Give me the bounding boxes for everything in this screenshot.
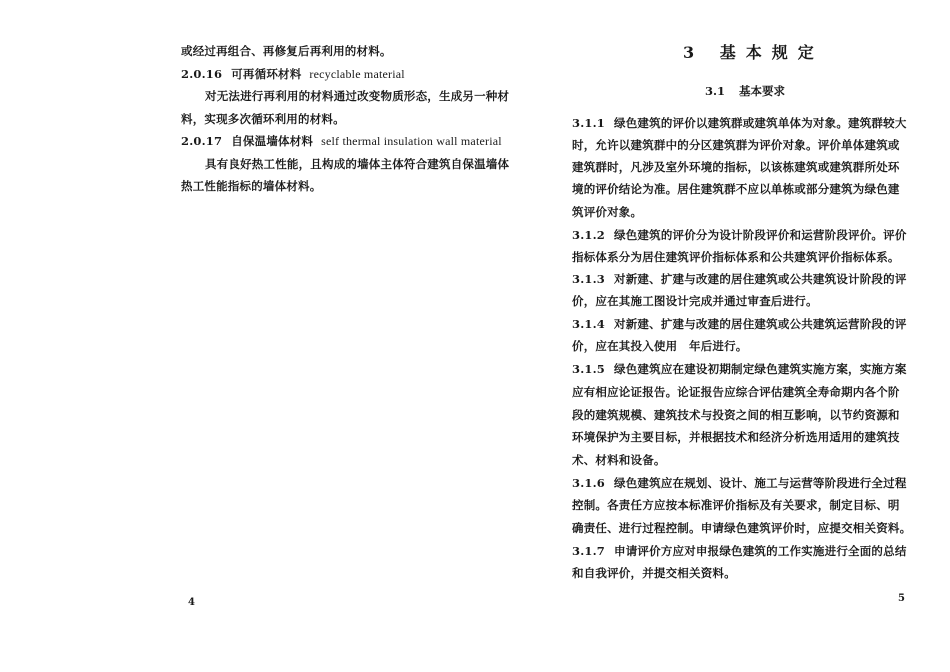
text-line: 具有良好热工性能，且构成的墙体主体符合建筑自保温墙体	[205, 157, 510, 171]
clause-line: 确责任、进行过程控制。申请绿色建筑评价时，应提交相关资料。	[572, 521, 912, 535]
clause-line: 建筑群时，凡涉及室外环境的指标，以该栋建筑或建筑群所处环	[572, 160, 900, 174]
clause-line: 应有相应论证报告。论证报告应综合评估建筑全寿命期内各个阶	[572, 385, 900, 399]
clause-line: 术、材料和设备。	[572, 453, 666, 467]
clause-3.1.2-line-1: 3.1.2 绿色建筑的评价分为设计阶段评价和运营阶段评价。评价	[572, 228, 907, 242]
page-number-left: 4	[188, 597, 195, 608]
term-en: self thermal insulation wall material	[321, 134, 502, 148]
section-number: 3.1	[705, 84, 726, 98]
clause-line: 段的建筑规模、建筑技术与投资之间的相互影响，以节约资源和	[572, 408, 900, 422]
clause-line: 筑评价对象。	[572, 205, 643, 219]
text-line: 料，实现多次循环利用的材料。	[181, 112, 345, 126]
page-number-right: 5	[898, 593, 905, 604]
section-title	[705, 83, 785, 99]
section-name: 基本要求	[739, 84, 786, 98]
clause-number: 3.1.1	[572, 116, 606, 130]
term-number: 2.0.17	[181, 134, 223, 148]
clause-line: 时，允许以建筑群中的分区建筑群为评价对象。评价单体建筑或	[572, 138, 900, 152]
term-cn: 自保温墙体材料	[231, 134, 314, 148]
clause-3.1.3-line-1: 3.1.3 对新建、扩建与改建的居住建筑或公共建筑设计阶段的评	[572, 272, 907, 286]
right-page	[475, 0, 950, 672]
term-heading-2.0.17	[181, 133, 502, 149]
clause-line: 境的评价结论为准。居住建筑群不应以单栋或部分建筑为绿色建	[572, 182, 900, 196]
clause-line: 价，应在其施工图设计完成并通过审查后进行。	[572, 294, 818, 308]
text-line: 热工性能指标的墙体材料。	[181, 179, 322, 193]
clause-3.1.5-line-1: 3.1.5 绿色建筑应在建设初期制定绿色建筑实施方案，实施方案	[572, 362, 907, 376]
text-line: 对无法进行再利用的材料通过改变物质形态，生成另一种材	[205, 89, 510, 103]
clause-number: 3.1.3	[572, 272, 606, 286]
clause-number: 3.1.7	[572, 544, 606, 558]
text-line: 或经过再组合、再修复后再利用的材料。	[181, 44, 392, 58]
clause-number: 3.1.5	[572, 362, 606, 376]
clause-3.1.7-line-1: 3.1.7 申请评价方应对申报绿色建筑的工作实施进行全面的总结	[572, 544, 907, 558]
clause-3.1.6-line-1: 3.1.6 绿色建筑应在规划、设计、施工与运营等阶段进行全过程	[572, 476, 907, 490]
clause-number: 3.1.4	[572, 317, 606, 331]
chapter-title: 3 基本规定	[683, 43, 824, 62]
clause-line: 环境保护为主要目标，并根据技术和经济分析选用适用的建筑技	[572, 430, 900, 444]
clause-3.1.4-line-1: 3.1.4 对新建、扩建与改建的居住建筑或公共建筑运营阶段的评	[572, 317, 907, 331]
term-number: 2.0.16	[181, 67, 223, 81]
clause-number: 3.1.6	[572, 476, 606, 490]
clause-number: 3.1.2	[572, 228, 606, 242]
clause-line: 和自我评价，并提交相关资料。	[572, 566, 736, 580]
clause-line: 价，应在其投入使用 年后进行。	[572, 339, 748, 353]
clause-line: 指标体系分为居住建筑评价指标体系和公共建筑评价指标体系。	[572, 250, 900, 264]
term-en: recyclable material	[309, 67, 405, 81]
clause-3.1.1-line-1: 3.1.1 绿色建筑的评价以建筑群或建筑单体为对象。建筑群较大	[572, 116, 907, 130]
term-cn: 可再循环材料	[231, 67, 302, 81]
term-heading-2.0.16	[181, 66, 405, 82]
clause-line: 控制。各责任方应按本标准评价指标及有关要求，制定目标、明	[572, 498, 900, 512]
